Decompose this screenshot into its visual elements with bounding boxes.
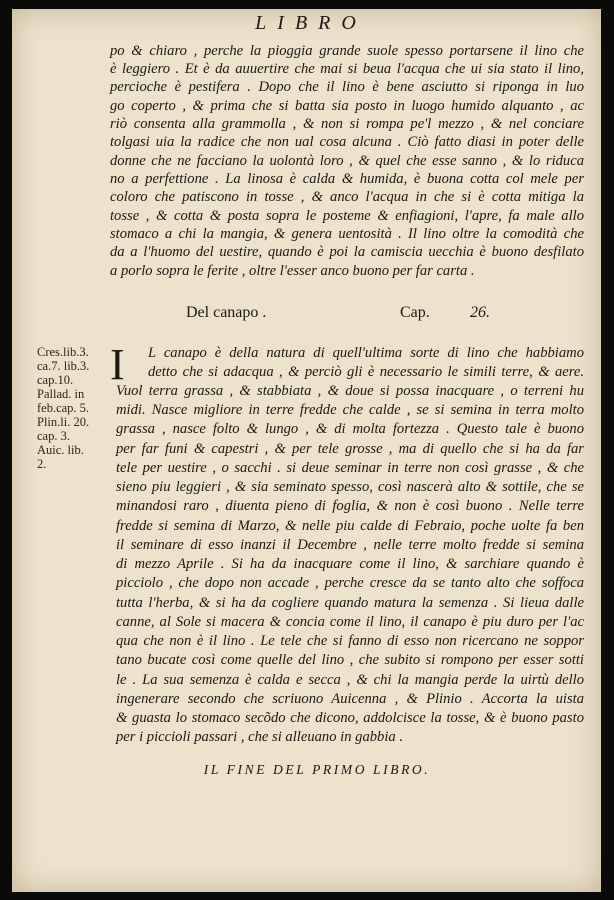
- margin-note: Plin.li. 20.: [37, 415, 90, 429]
- margin-note: ca.7. lib.3.: [37, 359, 90, 373]
- margin-note: cap.10.: [37, 373, 74, 387]
- text-line: tutta l'herba, & si ha da cogliere quando matura la semenza . Si lieua dalle: [116, 595, 584, 611]
- text-line: le . La sua semenza è calda e secca , & chi la mangia perde la uirtù dello: [116, 672, 584, 688]
- text-line: midi. Nasce migliore in terre fredde che calde , se si semina in terra molto: [116, 402, 584, 418]
- text-line: grassa , nasce folto & lungo , & di molta fortezza . Questo tale è buono: [116, 421, 584, 437]
- margin-note: 2.: [37, 457, 47, 471]
- running-header: LIBRO: [255, 12, 367, 34]
- text-line: ingenerare secondo che scriuono Auicenna , & Plinio . Accorta la uista: [116, 691, 584, 707]
- text-line: minandosi raro , diuenta pieno di foglia, & non è così buono . Nelle terre: [116, 498, 584, 514]
- text-line: tele per uestire , o sacchi . si deue seminar in terre non così grasse , & che: [116, 460, 584, 476]
- end-of-book-line: IL FINE DEL PRIMO LIBRO.: [203, 762, 431, 777]
- margin-note: feb.cap. 5.: [37, 401, 90, 415]
- text-line: fredde si semina di Marzo, & nelle piu calde di Febraio, poche uolte fa ben: [116, 518, 584, 534]
- text-line: detto che si adacqua , & perciò gli è necessario le simili terre, & aere.: [148, 364, 584, 380]
- text-line: percioche è pestifera . Dopo che il lino è bene asciutto si riponga in luo: [110, 79, 584, 95]
- text-line: per far funi & capestri , & per tele grosse , ma di quello che si ha da far: [116, 441, 584, 457]
- text-line: coloro che patiscono in tosse , & anco l'acqua in che si è cotta mitiga la: [110, 189, 584, 205]
- text-line: sieno piu leggieri , & sia seminato spesso, così nascerà alto & sottile, che se: [116, 479, 584, 495]
- text-line: po & chiaro , perche la pioggia grande suole spesso portarsene il lino che: [110, 43, 584, 59]
- chapter-number: 26.: [470, 304, 490, 321]
- text-line: canne, al Sole si macera & concia come il lino, il canapo è piu duro per l'ac: [116, 614, 584, 630]
- chapter-cap-label: Cap.: [400, 304, 430, 321]
- text-line: Vuol terra grassa , & stabbiata , & doue si possa inacquare , o terreni hu: [116, 383, 584, 399]
- text-line: di mezzo Aprile . Si ha da inacquare come il lino, & sarchiare quando è: [116, 556, 584, 572]
- text-line: go coperto , & prima che si batta sia posto in luogo humido alquanto , ac: [110, 98, 584, 114]
- margin-note: Auic. lib.: [37, 443, 84, 457]
- drop-cap: I: [110, 340, 125, 389]
- text-line: stomaco a chi la mangia, & genera uentosità . Il lino oltre la comodità che: [110, 226, 584, 242]
- margin-note: cap. 3.: [37, 429, 70, 443]
- text-line: picciolo , che dopo non accade , perche cresce da se tanto alto che soffoca: [116, 575, 584, 591]
- text-line: tosse , & cotta & posta sopra le posteme & enfiagioni, l'apre, fa male allo: [110, 208, 584, 224]
- text-line: riò consenta alla grammolla , & non si rompa pe'l mezzo , & nel conciare: [110, 116, 584, 132]
- text-line: qua che non è il lino . Le tele che si fanno di esso non ricercano ne soppor: [116, 633, 584, 649]
- chapter-title: Del canapo .: [186, 304, 267, 321]
- text-line: no a perfettione . La linosa è calda & humida, è buona cotta col mele per: [110, 171, 584, 187]
- text-line: L canapo è della natura di quell'ultima sorte di lino che habbiamo: [148, 345, 584, 361]
- text-line: tano bucate così come quelle del lino , che subito si rompono per esser sotti: [116, 652, 584, 668]
- text-line: tolgasi uia la radice che non ual cosa alcuna . Ciò fatto diasi in poter delle: [110, 134, 584, 150]
- margin-note: Cres.lib.3.: [37, 345, 89, 359]
- text-line: il seminare di esso inanzi il Decembre , nelle terre molto fredde si semina: [116, 537, 584, 553]
- text-line: è leggiero . Et è da auuertire che mai si beua l'acqua che ui sia stato il lino,: [110, 61, 584, 77]
- text-line: & guasta lo stomaco secõdo che dicono, addolcisce la tosse, & è buono pasto: [116, 710, 584, 726]
- margin-note: Pallad. in: [37, 387, 85, 401]
- text-line: a porlo sopra le ferite , oltre l'esser anco buono per far carta .: [110, 263, 475, 279]
- text-line: donne che ne facciano la uolontà loro , & quel che esse sanno , & lo riduca: [110, 153, 584, 169]
- text-line: per i piccioli passari , che si alleuano in gabbia .: [116, 729, 403, 745]
- text-line: da a l'huomo del uestire, quando è poi la camiscia uecchia è buono desfilato: [110, 244, 584, 260]
